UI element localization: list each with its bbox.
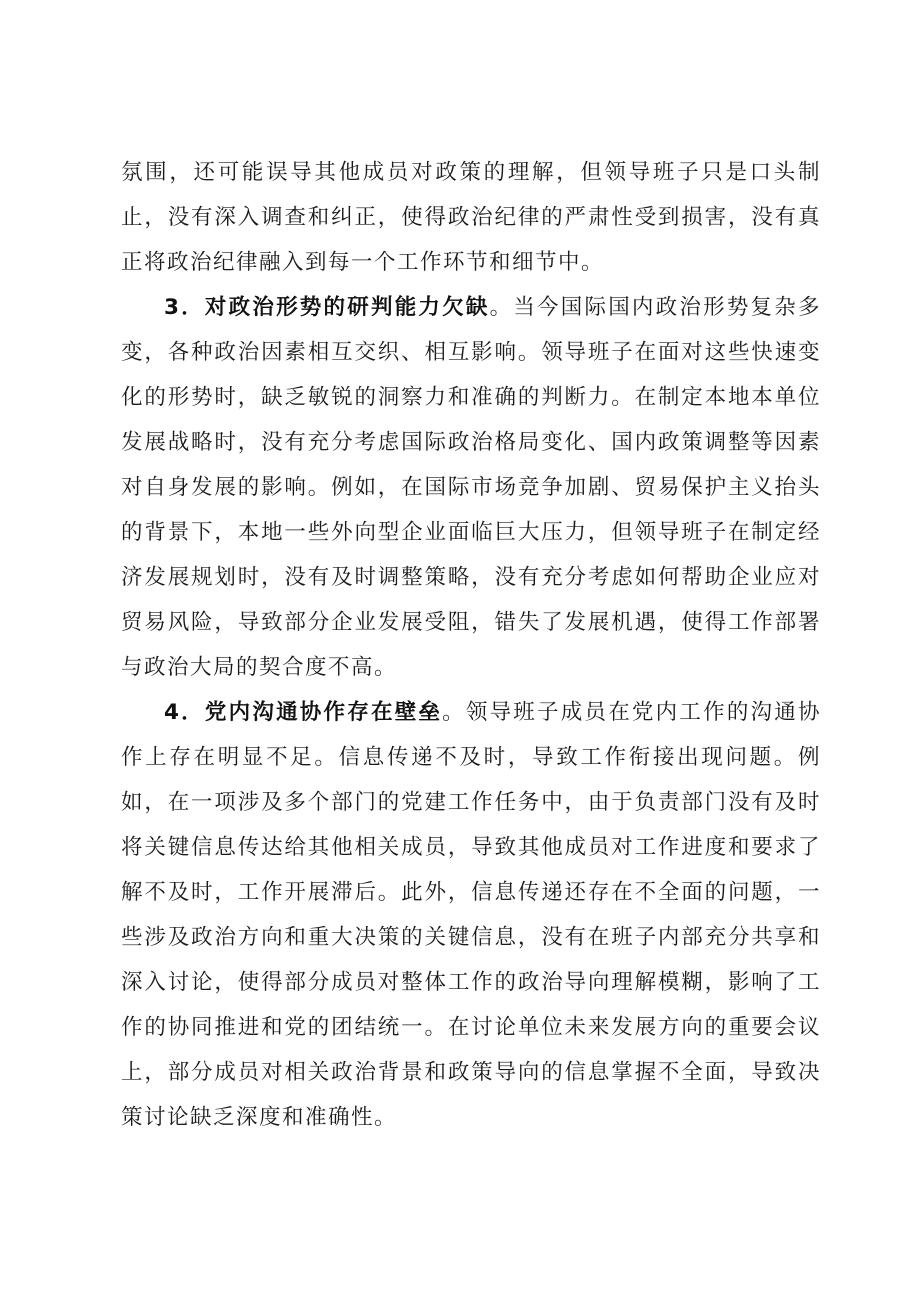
paragraph-party-communication bbox=[121, 690, 821, 1140]
paragraph-political-situation bbox=[121, 285, 821, 690]
paragraph-text: 。领导班子成员在党内工作的沟通协作上存在明显不足。信息传递不及时，导致工作衔接出现问题。例如，在一项涉及多个部门的党建工作任务中，由于负责部门没有及时将关键信息传达给其他相关成员，导致其他成员对工作进度和要求了解不及时，工作开展滞后。此外，信息传递还存在不全面的问题，一些涉及政治方向和重大决策的关键信息，没有在班子内部充分共享和深入讨论，使得部分成员对整体工作的政治导向理解模糊，影响了工作的协同推进和党的团结统一。在讨论单位未来发展方向的重要会议上，部分成员对相关政治背景和政策导向的信息掌握不全面，导致决策讨论缺乏深度和准确性。 bbox=[121, 700, 821, 1130]
paragraph-continuation bbox=[121, 150, 821, 285]
paragraph-text: 氛围，还可能误导其他成员对政策的理解，但领导班子只是口头制止，没有深入调查和纠正，使得政治纪律的严肃性受到损害，没有真正将政治纪律融入到每一个工作环节和细节中。 bbox=[121, 160, 821, 275]
document-body bbox=[121, 150, 821, 1140]
section-heading-4: 4．党内沟通协作存在壁垒 bbox=[164, 700, 443, 725]
section-heading-3: 3．对政治形势的研判能力欠缺 bbox=[164, 295, 490, 320]
paragraph-text: 。当今国际国内政治形势复杂多变，各种政治因素相互交织、相互影响。领导班子在面对这些快速变化的形势时，缺乏敏锐的洞察力和准确的判断力。在制定本地本单位发展战略时，没有充分考虑国际政治格局变化、国内政策调整等因素对自身发展的影响。例如，在国际市场竞争加剧、贸易保护主义抬头的背景下，本地一些外向型企业面临巨大压力，但领导班子在制定经济发展规划时，没有及时调整策略，没有充分考虑如何帮助企业应对贸易风险，导致部分企业发展受阻，错失了发展机遇，使得工作部署与政治大局的契合度不高。 bbox=[121, 295, 821, 680]
